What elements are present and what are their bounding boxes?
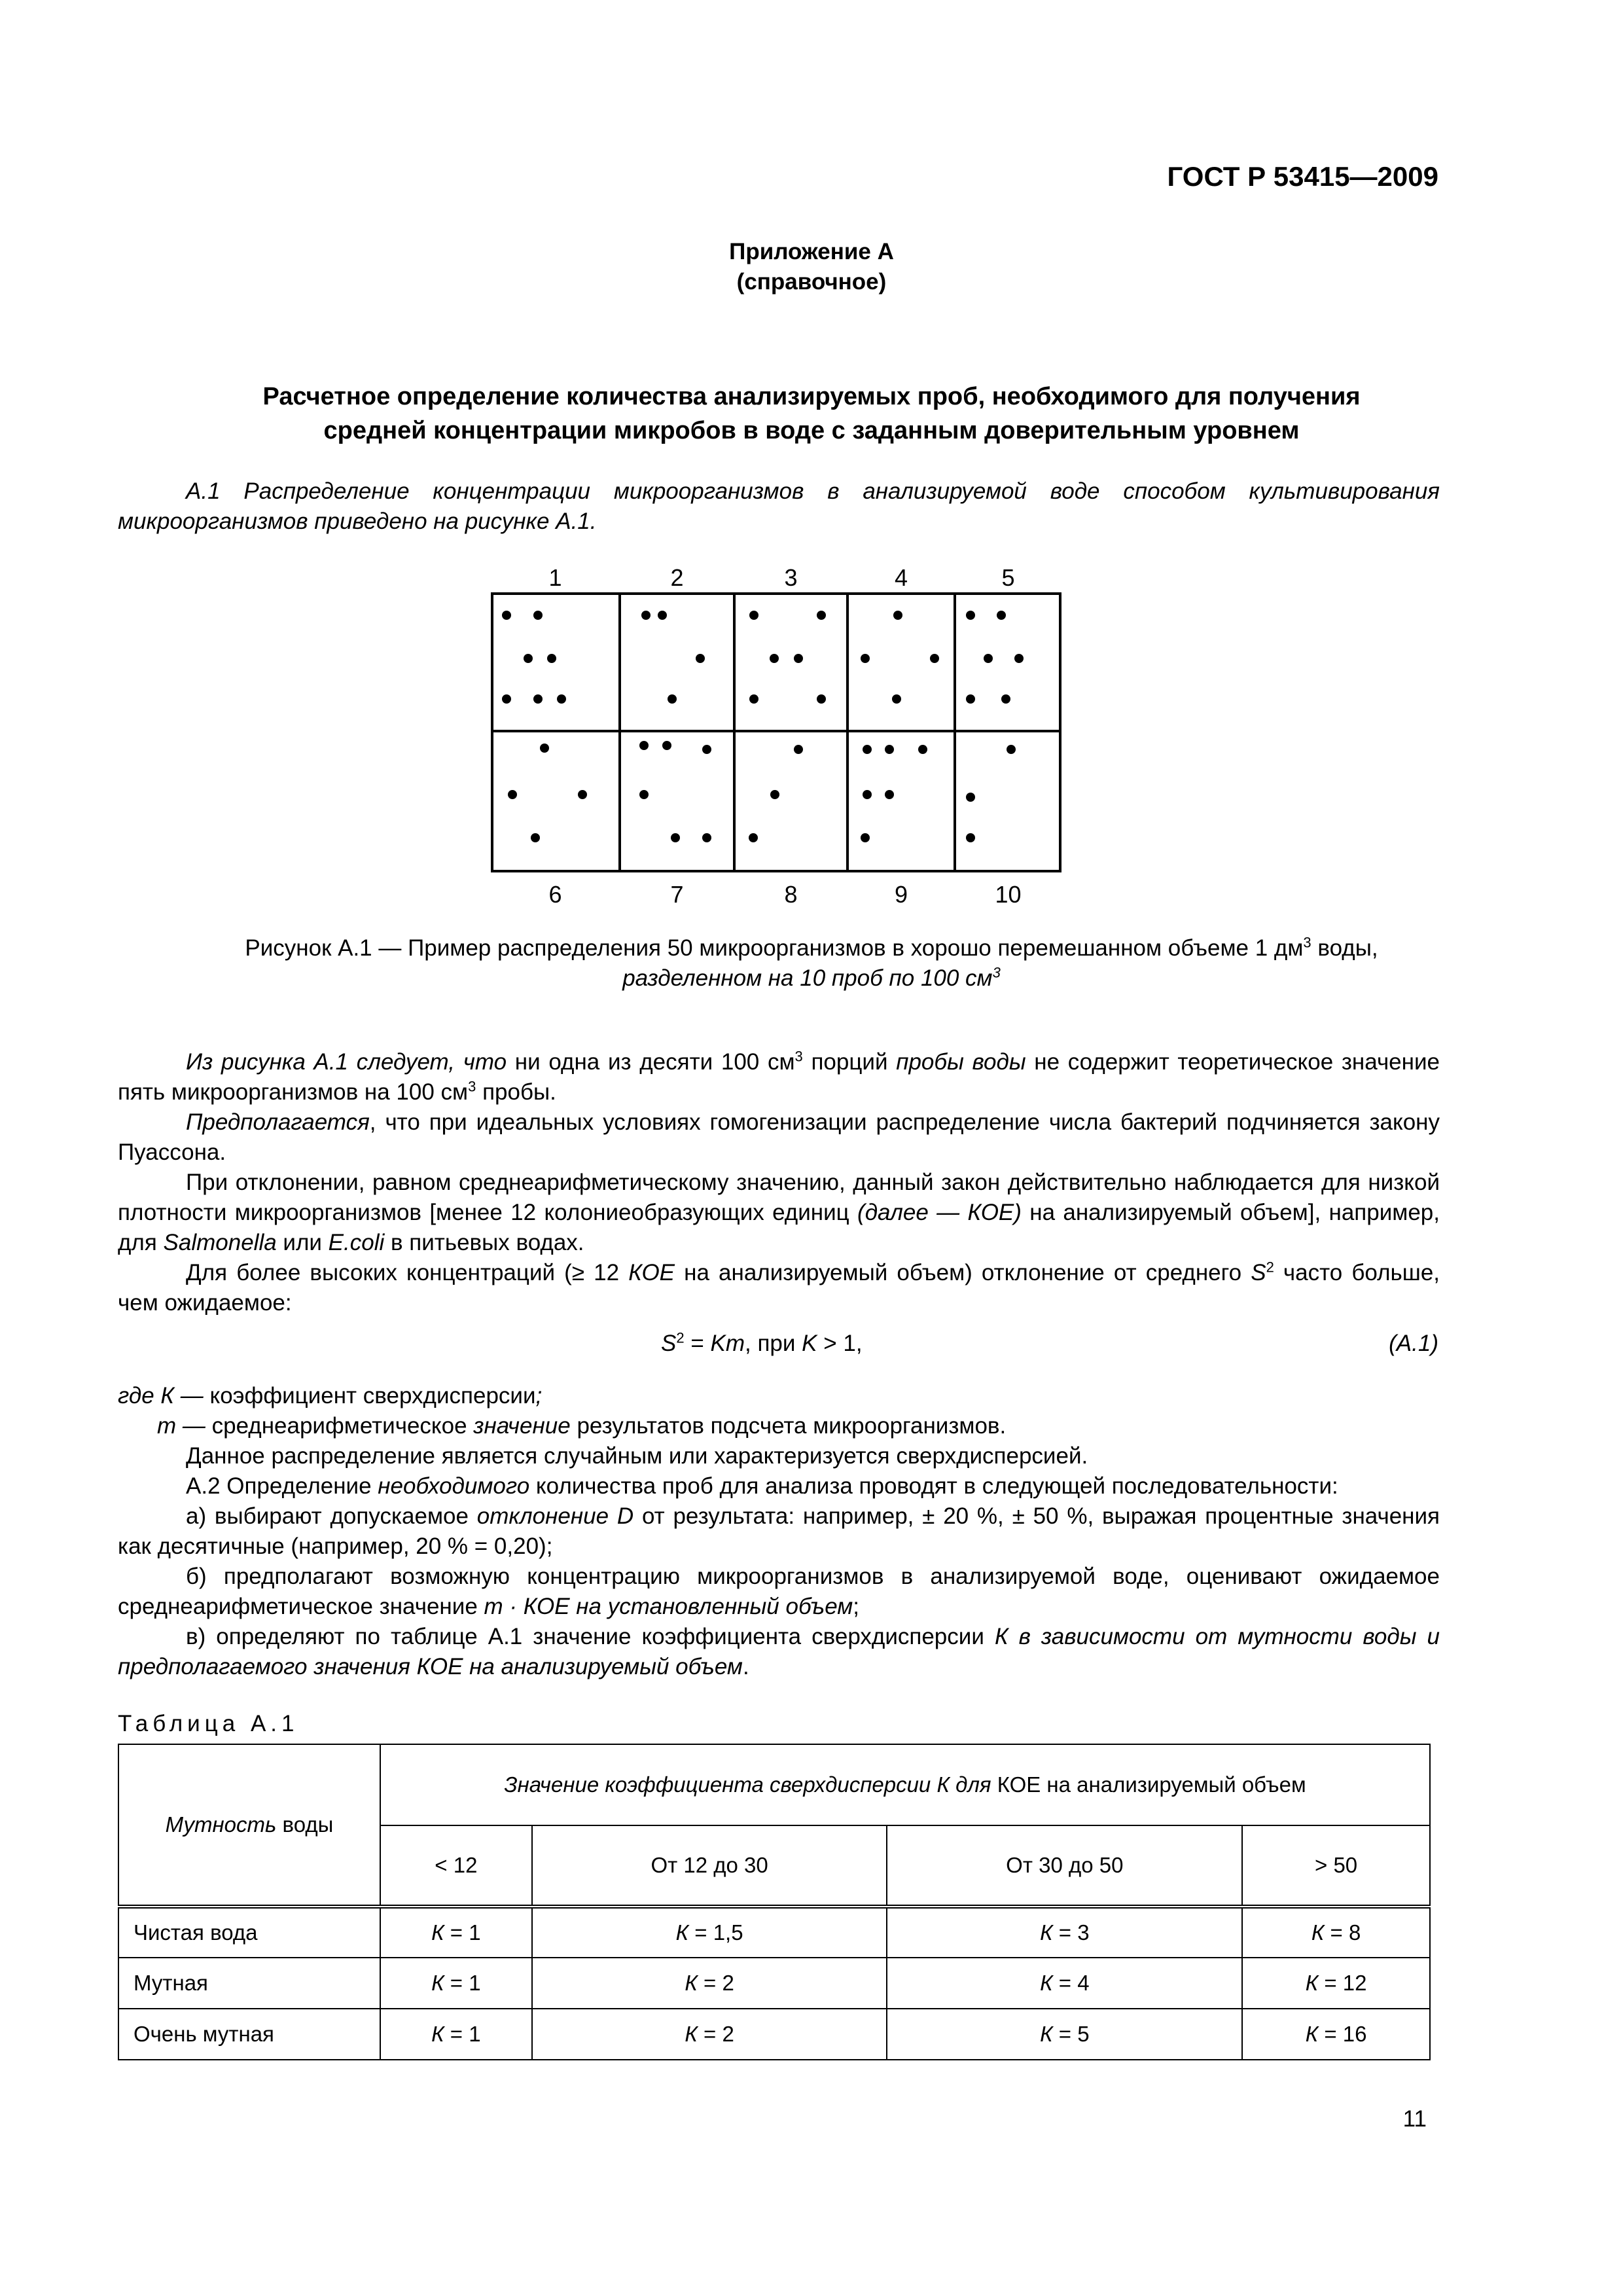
paragraph-a2-a: а) выбирают допускаемое отклонение D от результата: например, ± 20 %, ± 50 %, выражая процентные значения как десятичные (например, 20 % = 0,20); <box>118 1503 1440 1559</box>
figure-caption-line2: разделенном на 10 проб по 100 $см^3$ <box>622 964 1001 991</box>
k-value-cell: К = 1 <box>380 1907 532 1958</box>
paragraph-a1: А.1 Распределение концентрации микроорганизмов в анализируемой воде способом культивирования микроорганизмов приведено на рисунке А.1. <box>118 478 1440 534</box>
microorganism-dot <box>749 833 758 842</box>
sample-label-bottom-10: 10 <box>995 881 1022 908</box>
microorganism-dot <box>502 611 511 620</box>
microorganism-dot <box>508 790 517 799</box>
microorganism-dot <box>817 694 826 704</box>
microorganism-dot <box>749 611 758 620</box>
figure-caption <box>118 933 1505 994</box>
sample-label-bottom-8: 8 <box>784 881 798 908</box>
sample-label-bottom-7: 7 <box>670 881 684 908</box>
microorganism-dot <box>531 833 540 842</box>
k-value-cell: К = 3 <box>887 1907 1242 1958</box>
paragraph-a2: А.2 Определение необходимого количества проб для анализа проводят в следующей последовательности: <box>186 1473 1338 1499</box>
table-row <box>118 2009 1430 2060</box>
microorganism-dot <box>984 654 993 663</box>
paragraph-4: Для более высоких концентраций (≥ 12 КОЕ на анализируемый объем) отклонение от среднего $S^2$ часто больше, чем ожидаемое: <box>118 1259 1440 1316</box>
section-title <box>118 380 1505 448</box>
k-value-cell: К = 8 <box>1242 1907 1430 1958</box>
microorganism-dot <box>696 654 705 663</box>
sample-label-bottom-9: 9 <box>894 881 908 908</box>
table-row <box>118 1907 1430 1958</box>
sample-label-top-5: 5 <box>1001 564 1015 591</box>
microorganism-dot <box>966 611 975 620</box>
k-value-cell: К = 1 <box>380 1958 532 2009</box>
microorganism-dot <box>547 654 556 663</box>
paragraph-a2-b: б) предполагают возможную концентрацию микроорганизмов в анализируемой воде, оценивают ожидаемое среднеарифметическое значение m · КОЕ на установленный объем; <box>118 1564 1440 1619</box>
k-value-cell: К = 12 <box>1242 1958 1430 2009</box>
k-value-cell: К = 16 <box>1242 2009 1430 2060</box>
appendix-heading <box>0 237 1623 297</box>
standard-header: ГОСТ Р 53415—2009 <box>1167 161 1438 192</box>
microorganism-dot <box>861 654 870 663</box>
sample-label-top-4: 4 <box>894 564 908 591</box>
microorganism-dot <box>794 745 803 754</box>
microorganism-dot <box>641 611 651 620</box>
section-title-line1: Расчетное определение количества анализируемых проб, необходимого для получения <box>262 383 1361 410</box>
microorganism-dot <box>885 790 894 799</box>
k-value-cell: К = 1,5 <box>532 1907 887 1958</box>
microorganism-dot <box>533 611 543 620</box>
microorganism-dot <box>639 790 649 799</box>
microorganism-dot <box>658 611 667 620</box>
table-header-row <box>118 1744 1430 1825</box>
microorganism-dot <box>502 694 511 704</box>
microorganism-dot <box>639 741 649 750</box>
formula-number: (А.1) <box>1389 1331 1438 1356</box>
sample-label-top-1: 1 <box>548 564 562 591</box>
subheader-cell: От 12 до 30 <box>532 1825 887 1907</box>
table-label: Таблица А.1 <box>118 1711 299 1736</box>
microorganism-dot <box>524 654 533 663</box>
microorganism-dot <box>885 745 894 754</box>
microorganism-dot <box>540 744 549 753</box>
table-row <box>118 1958 1430 2009</box>
microorganism-dot <box>930 654 939 663</box>
sample-label-top-3: 3 <box>784 564 798 591</box>
paragraph-2: Предполагается, что при идеальных условиях гомогенизации распределение числа бактерий подчиняется закону Пуассона. <box>118 1109 1440 1165</box>
microorganism-dot <box>662 741 671 750</box>
microorganism-dot <box>817 611 826 620</box>
appendix-title: Приложение А <box>729 239 894 264</box>
appendix-kind: (справочное) <box>736 269 887 295</box>
microorganism-dot <box>1001 694 1010 704</box>
microorganism-dot <box>770 790 779 799</box>
microorganism-dot <box>1014 654 1024 663</box>
where-line-2: m — среднеарифметическое значение результатов подсчета микроорганизмов. <box>157 1413 1007 1439</box>
paragraph-3: При отклонении, равном среднеарифметическому значению, данный закон действительно наблюдается для низкой плотности микроорганизмов [менее 12 колониеобразующих единиц (далее — КОЕ) на анализируемый объем], например, для Salmonella или E.coli в питьевых водах. <box>118 1170 1440 1255</box>
sample-label-top-2: 2 <box>670 564 684 591</box>
microorganism-dot <box>966 833 975 842</box>
where-line-1: где К — коэффициент сверхдисперсии; <box>118 1383 543 1408</box>
row-name: Очень мутная <box>118 2009 380 2060</box>
microorganism-dot <box>863 745 872 754</box>
microorganism-dot <box>918 745 927 754</box>
microorganism-dot <box>966 793 975 802</box>
k-value-cell: К = 1 <box>380 2009 532 2060</box>
microorganism-dot <box>1007 745 1016 754</box>
where-line-3: Данное распределение является случайным или характеризуется сверхдисперсией. <box>186 1443 1088 1469</box>
k-value-cell: К = 2 <box>532 1958 887 2009</box>
microorganism-dot <box>770 654 779 663</box>
microorganism-dot <box>861 833 870 842</box>
microorganism-dot <box>893 611 902 620</box>
k-value-cell: К = 4 <box>887 1958 1242 2009</box>
k-value-cell: К = 2 <box>532 2009 887 2060</box>
row-name: Чистая вода <box>118 1907 380 1958</box>
paragraph-1: Из рисунка А.1 следует, что ни одна из десяти 100 $см^3$ порций пробы воды не содержит теоретическое значение пять микроорганизмов на 100 $см^3$ пробы. <box>118 1048 1440 1105</box>
microorganism-dot <box>557 694 566 704</box>
microorganism-dot <box>863 790 872 799</box>
table-a1 <box>118 1744 1431 2060</box>
microorganism-dot <box>671 833 680 842</box>
sample-label-bottom-6: 6 <box>548 881 562 908</box>
formula-a1: $S^2 = Km$, при K > 1, <box>661 1329 863 1356</box>
microorganism-dot <box>966 694 975 704</box>
subheader-cell: > 50 <box>1242 1825 1430 1907</box>
sample-grid <box>491 592 1061 872</box>
page-number: 11 <box>1402 2106 1427 2132</box>
microorganism-dot <box>702 745 711 754</box>
row-name: Мутная <box>118 1958 380 2009</box>
microorganism-dot <box>749 694 758 704</box>
header-group: Значение коэффициента сверхдисперсии К для КОЕ на анализируемый объем <box>380 1744 1430 1825</box>
figure-caption-line1: Рисунок А.1 — Пример распределения 50 микроорганизмов в хорошо перемешанном объеме 1 $дм^3$ воды, <box>245 934 1378 961</box>
microorganism-dot <box>533 694 543 704</box>
microorganism-dot <box>892 694 901 704</box>
subheader-cell: < 12 <box>380 1825 532 1907</box>
microorganism-dot <box>997 611 1006 620</box>
microorganism-dot <box>702 833 711 842</box>
k-value-cell: К = 5 <box>887 2009 1242 2060</box>
header-turbidity: Мутность воды <box>118 1744 380 1907</box>
subheader-cell: От 30 до 50 <box>887 1825 1242 1907</box>
section-title-line2: средней концентрации микробов в воде с заданным доверительным уровнем <box>323 417 1300 444</box>
microorganism-dot <box>668 694 677 704</box>
microorganism-dot <box>794 654 803 663</box>
microorganism-dot <box>578 790 587 799</box>
paragraph-a2-c: в) определяют по таблице А.1 значение коэффициента сверхдисперсии К в зависимости от мутности воды и предполагаемого значения КОЕ на анализируемый объем. <box>118 1624 1440 1679</box>
